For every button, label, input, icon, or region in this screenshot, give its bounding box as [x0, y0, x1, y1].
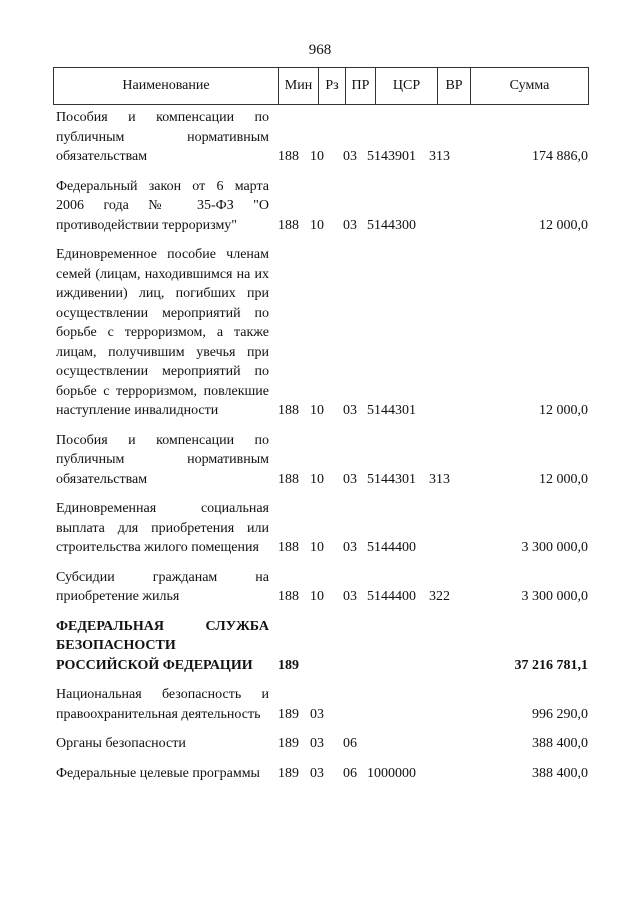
row-sum: 3 300 000,0	[521, 540, 588, 555]
row-vr: 313	[429, 149, 450, 164]
row-sum: 996 290,0	[532, 706, 588, 722]
row-csr: 5144400	[367, 540, 416, 555]
row-sum: 12 000,0	[539, 471, 588, 487]
header-sum: Сумма	[471, 68, 589, 105]
row-name: Пособия и компенсации по публичным нормативным обязательствам	[56, 110, 269, 164]
row-rz: 10	[310, 589, 324, 604]
table-row	[53, 764, 588, 784]
row-pr: 03	[343, 540, 357, 555]
header-pr: ПР	[346, 68, 376, 105]
row-sum: 12 000,0	[539, 217, 588, 233]
header-vr: ВР	[438, 68, 471, 105]
row-csr: 5144300	[367, 217, 416, 233]
row-pr: 03	[343, 589, 357, 604]
row-name: Единовременное пособие членам семей (лицам, находившимся на их иждивении) лиц, погибших при осуществлении мероприятий по борьбе с терроризмом, а также лицам, получившим увечья при осуществлении мероприятий по борьбе с терроризмом, повлекшие наступление инвалидности	[56, 247, 269, 418]
row-min: 189	[278, 765, 299, 781]
row-sum: 388 400,0	[532, 765, 588, 781]
row-sum: 388 400,0	[532, 736, 588, 751]
row-rz: 03	[310, 736, 324, 751]
header-csr: ЦСР	[376, 68, 438, 105]
row-name: Федеральный закон от 6 марта 2006 года № 35-ФЗ "О противодействии терроризму"	[56, 178, 269, 233]
table-row	[53, 685, 588, 724]
row-pr: 03	[343, 403, 357, 418]
row-sum: 37 216 781,1	[514, 657, 588, 673]
table-row	[53, 245, 588, 421]
row-min: 189	[278, 657, 299, 673]
page-number: 968	[308, 42, 332, 58]
table-row-section	[53, 617, 588, 676]
row-min: 188	[278, 471, 299, 487]
header-rz: Рз	[319, 68, 346, 105]
row-pr: 03	[343, 217, 357, 233]
row-min: 189	[278, 706, 299, 722]
row-rz: 10	[310, 471, 324, 487]
row-pr: 06	[343, 736, 357, 751]
table-row	[53, 431, 588, 490]
table-row	[53, 734, 588, 754]
row-rz: 10	[310, 217, 324, 233]
row-csr: 5144400	[367, 589, 416, 604]
row-pr: 06	[343, 765, 357, 781]
table-row	[53, 177, 588, 236]
row-name: Органы безопасности	[56, 736, 186, 751]
row-sum: 174 886,0	[532, 149, 588, 164]
header-name: Наименование	[54, 68, 279, 105]
row-rz: 10	[310, 149, 324, 164]
row-csr: 5144301	[367, 403, 416, 418]
row-sum: 12 000,0	[539, 403, 588, 418]
row-min: 188	[278, 217, 299, 233]
table-row	[53, 499, 588, 558]
table-row	[53, 108, 588, 167]
row-name: ФЕДЕРАЛЬНАЯ СЛУЖБА БЕЗОПАСНОСТИ РОССИЙСКОЙ ФЕДЕРАЦИИ	[56, 618, 269, 673]
row-min: 189	[278, 736, 299, 751]
row-name: Единовременная социальная выплата для приобретения или строительства жилого помещения	[56, 501, 269, 555]
row-name: Пособия и компенсации по публичным нормативным обязательствам	[56, 432, 269, 487]
row-pr: 03	[343, 149, 357, 164]
row-csr: 5144301	[367, 471, 416, 487]
row-csr: 1000000	[367, 765, 416, 781]
row-min: 188	[278, 403, 299, 418]
row-vr: 313	[429, 471, 450, 487]
table-body	[53, 108, 588, 793]
row-csr: 5143901	[367, 149, 416, 164]
row-name: Субсидии гражданам на приобретение жилья	[56, 569, 269, 604]
row-min: 188	[278, 589, 299, 604]
row-sum: 3 300 000,0	[521, 589, 588, 604]
row-vr: 322	[429, 589, 450, 604]
table-header	[53, 67, 589, 105]
row-rz: 10	[310, 540, 324, 555]
row-rz: 10	[310, 403, 324, 418]
row-rz: 03	[310, 765, 324, 781]
table-row	[53, 568, 588, 607]
row-name: Национальная безопасность и правоохранительная деятельность	[56, 687, 269, 722]
row-name: Федеральные целевые программы	[56, 765, 260, 781]
row-pr: 03	[343, 471, 357, 487]
header-min: Мин	[279, 68, 319, 105]
row-min: 188	[278, 540, 299, 555]
row-rz: 03	[310, 706, 324, 722]
row-min: 188	[278, 149, 299, 164]
